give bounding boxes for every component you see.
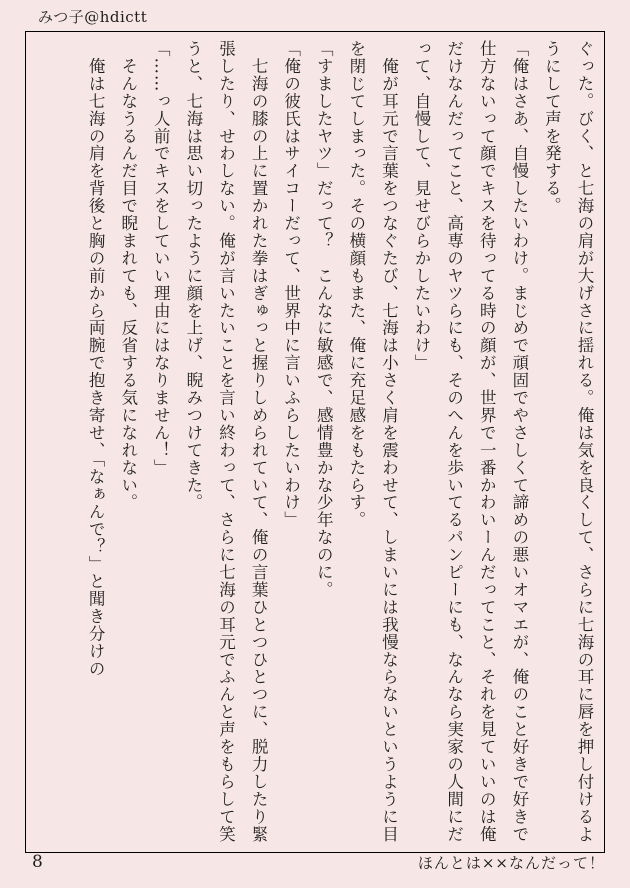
paragraph: 俺が耳元で言葉をつなぐたび、七海は小さく肩を震わせて、しまいには我慢ならないというように目を閉じてしまった。その横顔もまた、俺に充足感をもたらす。	[346, 40, 399, 843]
novel-body-text	[30, 40, 600, 845]
paragraph: そんなうるんだ目で睨まれても、反省する気になれない。	[118, 40, 138, 512]
page-number: 8	[32, 852, 43, 872]
paragraph: ぐった。びく、と七海の肩が大げさに揺れる。俺は気を良くして、さらに七海の耳に唇を押し付けるようにして声を発する。	[542, 40, 594, 843]
paragraph: 「俺の彼氏はサイコーだって、世界中に言いふらしたいわけ」	[281, 40, 301, 529]
paragraph: 「すましたヤツ」だって？ こんなに敏感で、感情豊かな少年なのに。	[314, 40, 334, 599]
author-handle: みつ子@hdictt	[38, 8, 148, 26]
chapter-title: ほんとは××なんだって！	[417, 854, 605, 872]
paragraph: 俺は七海の肩を背後と胸の前から両腕で抱き寄せ、「なぁんで？」と聞き分けの	[86, 40, 106, 678]
paragraph: 「俺はさあ、自慢したいわけ。まじめで頑固でやさしくて諦めの悪いオマエが、俺のこと好きで好きで仕方ないって顔でキスを待ってる時の顔が、世界で一番かわいーんだってこと、それを見ていいのは俺だけなんだってこと、高専のヤツらにも、そのへんを歩いてるパンピーにも、なんなら実家の人間にだって、自慢して、見せびらかしたいわけ」	[412, 40, 529, 843]
paragraph: 「……っ人前でキスをしていい理由にはなりません！」	[151, 40, 171, 477]
paragraph: 七海の膝の上に置かれた拳はぎゅっと握りしめられていて、俺の言葉ひとつひとつに、脱力したり緊張したり、せわしない。俺が言いたいことを言い終わって、さらに七海の耳元でふんと声をもらして笑うと、七海は思い切ったように顔を上げ、睨みつけてきた。	[183, 40, 269, 843]
